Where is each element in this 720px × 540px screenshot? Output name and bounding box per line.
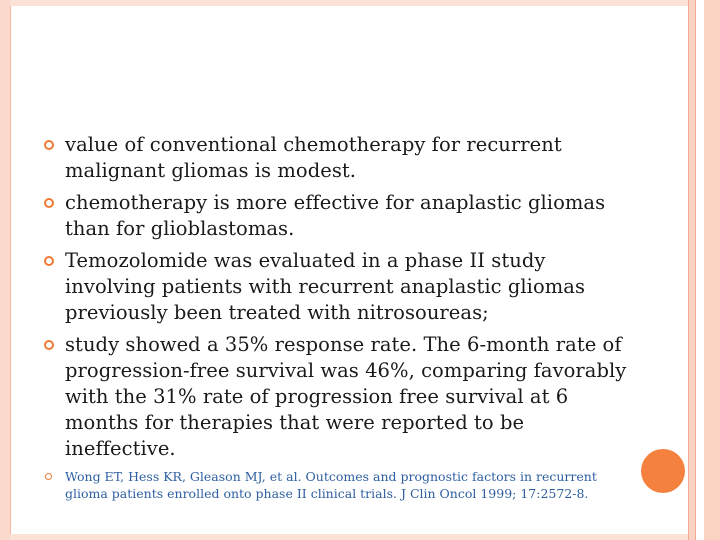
bullet-marker-icon (44, 256, 54, 266)
top-frame-border (10, 0, 688, 6)
bullet-marker-icon (45, 473, 52, 480)
bullet-item (42, 248, 632, 326)
left-frame-border (0, 0, 11, 540)
bullet-marker-icon (44, 340, 54, 350)
bullet-text: Temozolomide was evaluated in a phase II study involving patients with recurrent anaplastic gliomas previously been treated with nitrosoureas; (65, 249, 586, 324)
bullet-marker-icon (44, 140, 54, 150)
bottom-frame-border (10, 534, 688, 540)
accent-circle-decoration (641, 449, 685, 493)
bullet-text: study showed a 35% response rate. The 6-month rate of progression-free survival was 46%, comparing favorably with the 31% rate of progression free survival at 6 months for therapies that were reported to be ineffective. (65, 333, 627, 460)
bullet-text: chemotherapy is more effective for anaplastic gliomas than for glioblastomas. (65, 191, 606, 240)
bullet-item (42, 190, 632, 242)
bullet-item (42, 332, 632, 462)
bullet-text: value of conventional chemotherapy for recurrent malignant gliomas is modest. (65, 133, 562, 182)
right-frame-stripe (704, 0, 720, 540)
slide-body (42, 132, 632, 502)
reference-citation (42, 468, 632, 502)
reference-text: Wong ET, Hess KR, Gleason MJ, et al. Outcomes and prognostic factors in recurrent glioma patients enrolled onto phase II clinical trials. J Clin Oncol 1999; 17:2572-8. (65, 469, 597, 501)
bullet-marker-icon (44, 198, 54, 208)
right-frame-stripe (688, 0, 695, 540)
bullet-item (42, 132, 632, 184)
